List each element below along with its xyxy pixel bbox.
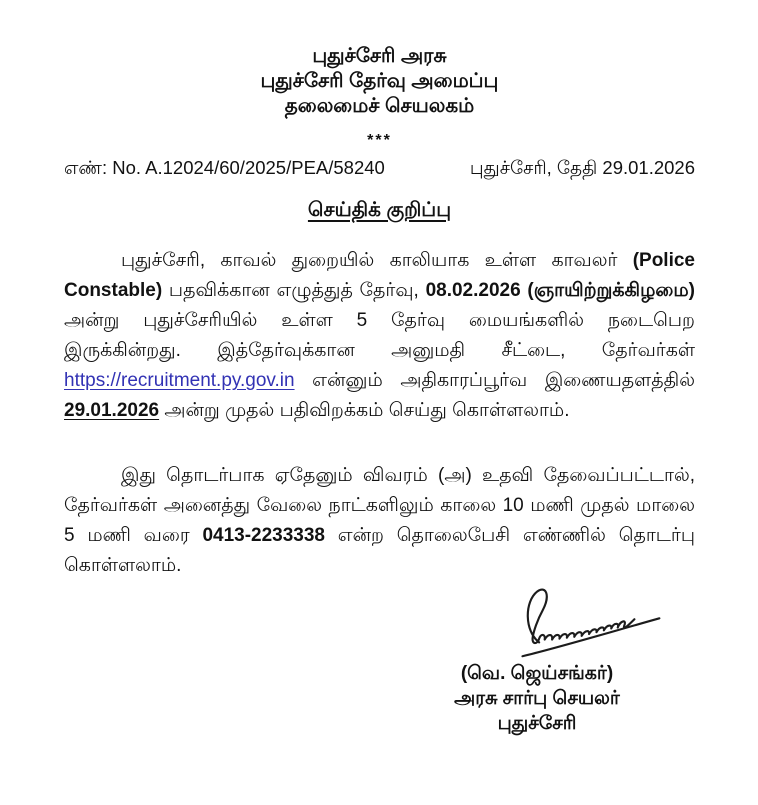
stars-separator: *** — [367, 132, 392, 149]
signatory-place: புதுச்சேரி — [497, 713, 577, 734]
signatory-designation: அரசு சார்பு செயலர் — [454, 688, 620, 709]
signature-image — [505, 585, 675, 659]
paragraph-text-segment: 0413-2233338 — [202, 525, 326, 546]
paragraph-text-segment: 29.01.2026 — [64, 400, 160, 421]
helpline-paragraph — [64, 461, 695, 581]
exam-announcement-paragraph — [64, 246, 695, 426]
government-name: புதுச்சேரி அரசு — [312, 45, 447, 67]
paragraph-text-segment: புதுச்சேரி, காவல் துறையில் காலியாக உள்ள காவலர் — [121, 250, 633, 271]
reference-number: எண்: No. A.12024/60/2025/PEA/58240 — [64, 157, 385, 178]
recruitment-website-link[interactable]: https://recruitment.py.gov.in — [64, 370, 295, 391]
place-and-date: புதுச்சேரி, தேதி 29.01.2026 — [469, 157, 695, 178]
paragraph-text-segment: அன்று முதல் பதிவிறக்கம் செய்து கொள்ளலாம். — [159, 400, 570, 421]
paragraph-text-segment: இது தொடர்பாக ஏதேனும் விவரம் (அ) உதவி தேவைப்பட்டால், தேர்வர்கள் அனைத்து வேலை நாட்களிலும் காலை 10 மணி முதல் மாலை 5 மணி வரை — [64, 465, 695, 546]
paragraph-text-segment: 08.02.2026 (ஞாயிற்றுக்கிழமை) — [425, 280, 695, 301]
paragraph-text-segment: அன்று புதுச்சேரியில் உள்ள 5 தேர்வு மையங்களில் நடைபெற இருக்கின்றது. இத்தேர்வுக்கான அனுமதி சீட்டை, தேர்வர்கள் — [64, 310, 695, 361]
signature-block — [387, 585, 687, 736]
paragraph-text-segment: (Police Constable) — [64, 250, 695, 301]
secretariat-name: தலைமைச் செயலகம் — [284, 95, 475, 117]
reference-line — [64, 156, 695, 180]
paragraph-text-segment: என்ற தொலைபேசி எண்ணில் தொடர்பு கொள்ளலாம். — [64, 525, 695, 576]
paragraph-text-segment: பதவிக்கான எழுத்துத் தேர்வு, — [162, 280, 426, 301]
paragraph-text-segment: என்னும் அதிகாரப்பூர்வ இணையதளத்தில் — [294, 370, 695, 391]
signatory-name: (வெ. ஜெய்சங்கர்) — [460, 663, 614, 684]
press-note-title: செய்திக் குறிப்பு — [307, 199, 452, 221]
exam-authority-name: புதுச்சேரி தேர்வு அமைப்பு — [260, 70, 499, 92]
